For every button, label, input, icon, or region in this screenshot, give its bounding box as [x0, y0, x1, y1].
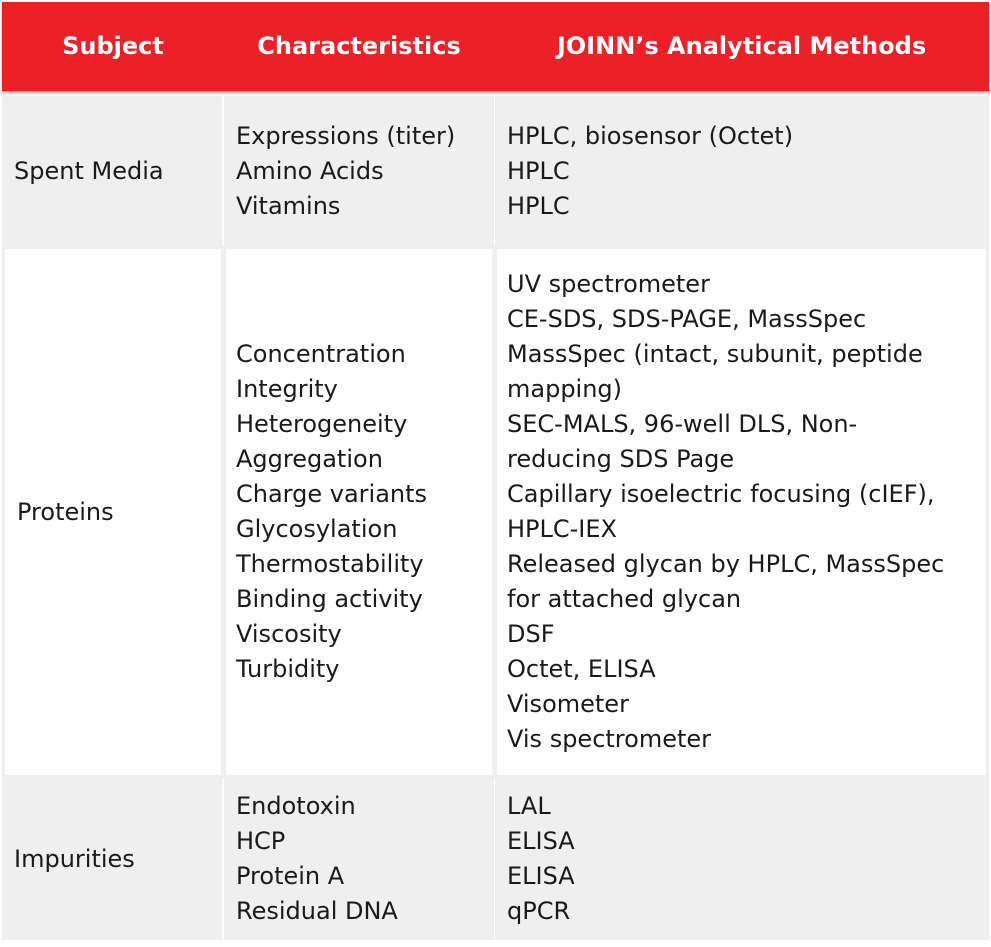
characteristic-item: Expressions (titer) [236, 121, 456, 150]
method-item: Vis spectrometer [507, 725, 712, 753]
method-item: HPLC-IEX [507, 515, 617, 543]
table-row-impurities-characteristics [224, 778, 494, 940]
table-header [2, 2, 989, 91]
table-row-impurities-methods [495, 778, 989, 940]
characteristic-item: Turbidity [236, 655, 340, 683]
header-subject: Subject [62, 32, 164, 60]
characteristic-item: Heterogeneity [236, 410, 408, 438]
characteristic-item: Charge variants [236, 480, 428, 508]
method-item: Visometer [507, 690, 629, 718]
characteristic-item: HCP [236, 827, 286, 855]
characteristic-item: Vitamins [236, 191, 341, 220]
method-item: ELISA [507, 827, 575, 855]
method-item: HPLC, biosensor (Octet) [507, 121, 794, 150]
method-item: DSF [507, 620, 555, 648]
method-item: Capillary isoelectric focusing (cIEF), [507, 480, 935, 508]
characteristic-item: Viscosity [236, 620, 342, 648]
method-item: qPCR [507, 897, 571, 925]
characteristic-item: Thermostability [236, 550, 424, 578]
method-item: mapping) [507, 375, 623, 403]
table-row-proteins-characteristics [226, 249, 492, 775]
characteristic-item: Endotoxin [236, 792, 356, 820]
header-methods: JOINN’s Analytical Methods [556, 32, 927, 60]
method-item: HPLC [507, 156, 570, 185]
table-row-spent-media-subject [2, 96, 222, 246]
subject-label: Impurities [14, 844, 135, 873]
characteristic-item: Glycosylation [236, 515, 398, 543]
header-characteristics: Characteristics [257, 32, 461, 60]
characteristic-item: Concentration [236, 340, 406, 368]
table-row-proteins-subject [5, 249, 221, 775]
method-item: for attached glycan [507, 585, 742, 613]
subject-label: Proteins [17, 497, 114, 526]
table-row-proteins-methods [497, 249, 986, 775]
subject-label: Spent Media [14, 156, 164, 185]
characteristic-item: Residual DNA [236, 897, 398, 925]
method-item: UV spectrometer [507, 270, 710, 298]
method-item: MassSpec (intact, subunit, peptide [507, 340, 923, 368]
method-item: CE-SDS, SDS-PAGE, MassSpec [507, 305, 867, 333]
method-item: HPLC [507, 191, 570, 220]
method-item: Octet, ELISA [507, 655, 656, 683]
table-row-spent-media-characteristics [224, 96, 494, 246]
method-item: SEC-MALS, 96-well DLS, Non- [507, 410, 858, 438]
table-row-spent-media-methods [495, 96, 989, 246]
method-item: ELISA [507, 862, 575, 890]
characteristic-item: Amino Acids [236, 156, 384, 185]
characteristic-item: Binding activity [236, 585, 423, 613]
characteristic-item: Protein A [236, 862, 345, 890]
characteristic-item: Integrity [236, 375, 338, 403]
method-item: reducing SDS Page [507, 445, 735, 473]
method-item: LAL [507, 792, 551, 820]
characteristic-item: Aggregation [236, 445, 383, 473]
method-item: Released glycan by HPLC, MassSpec [507, 550, 945, 578]
table-row-impurities-subject [2, 778, 222, 940]
